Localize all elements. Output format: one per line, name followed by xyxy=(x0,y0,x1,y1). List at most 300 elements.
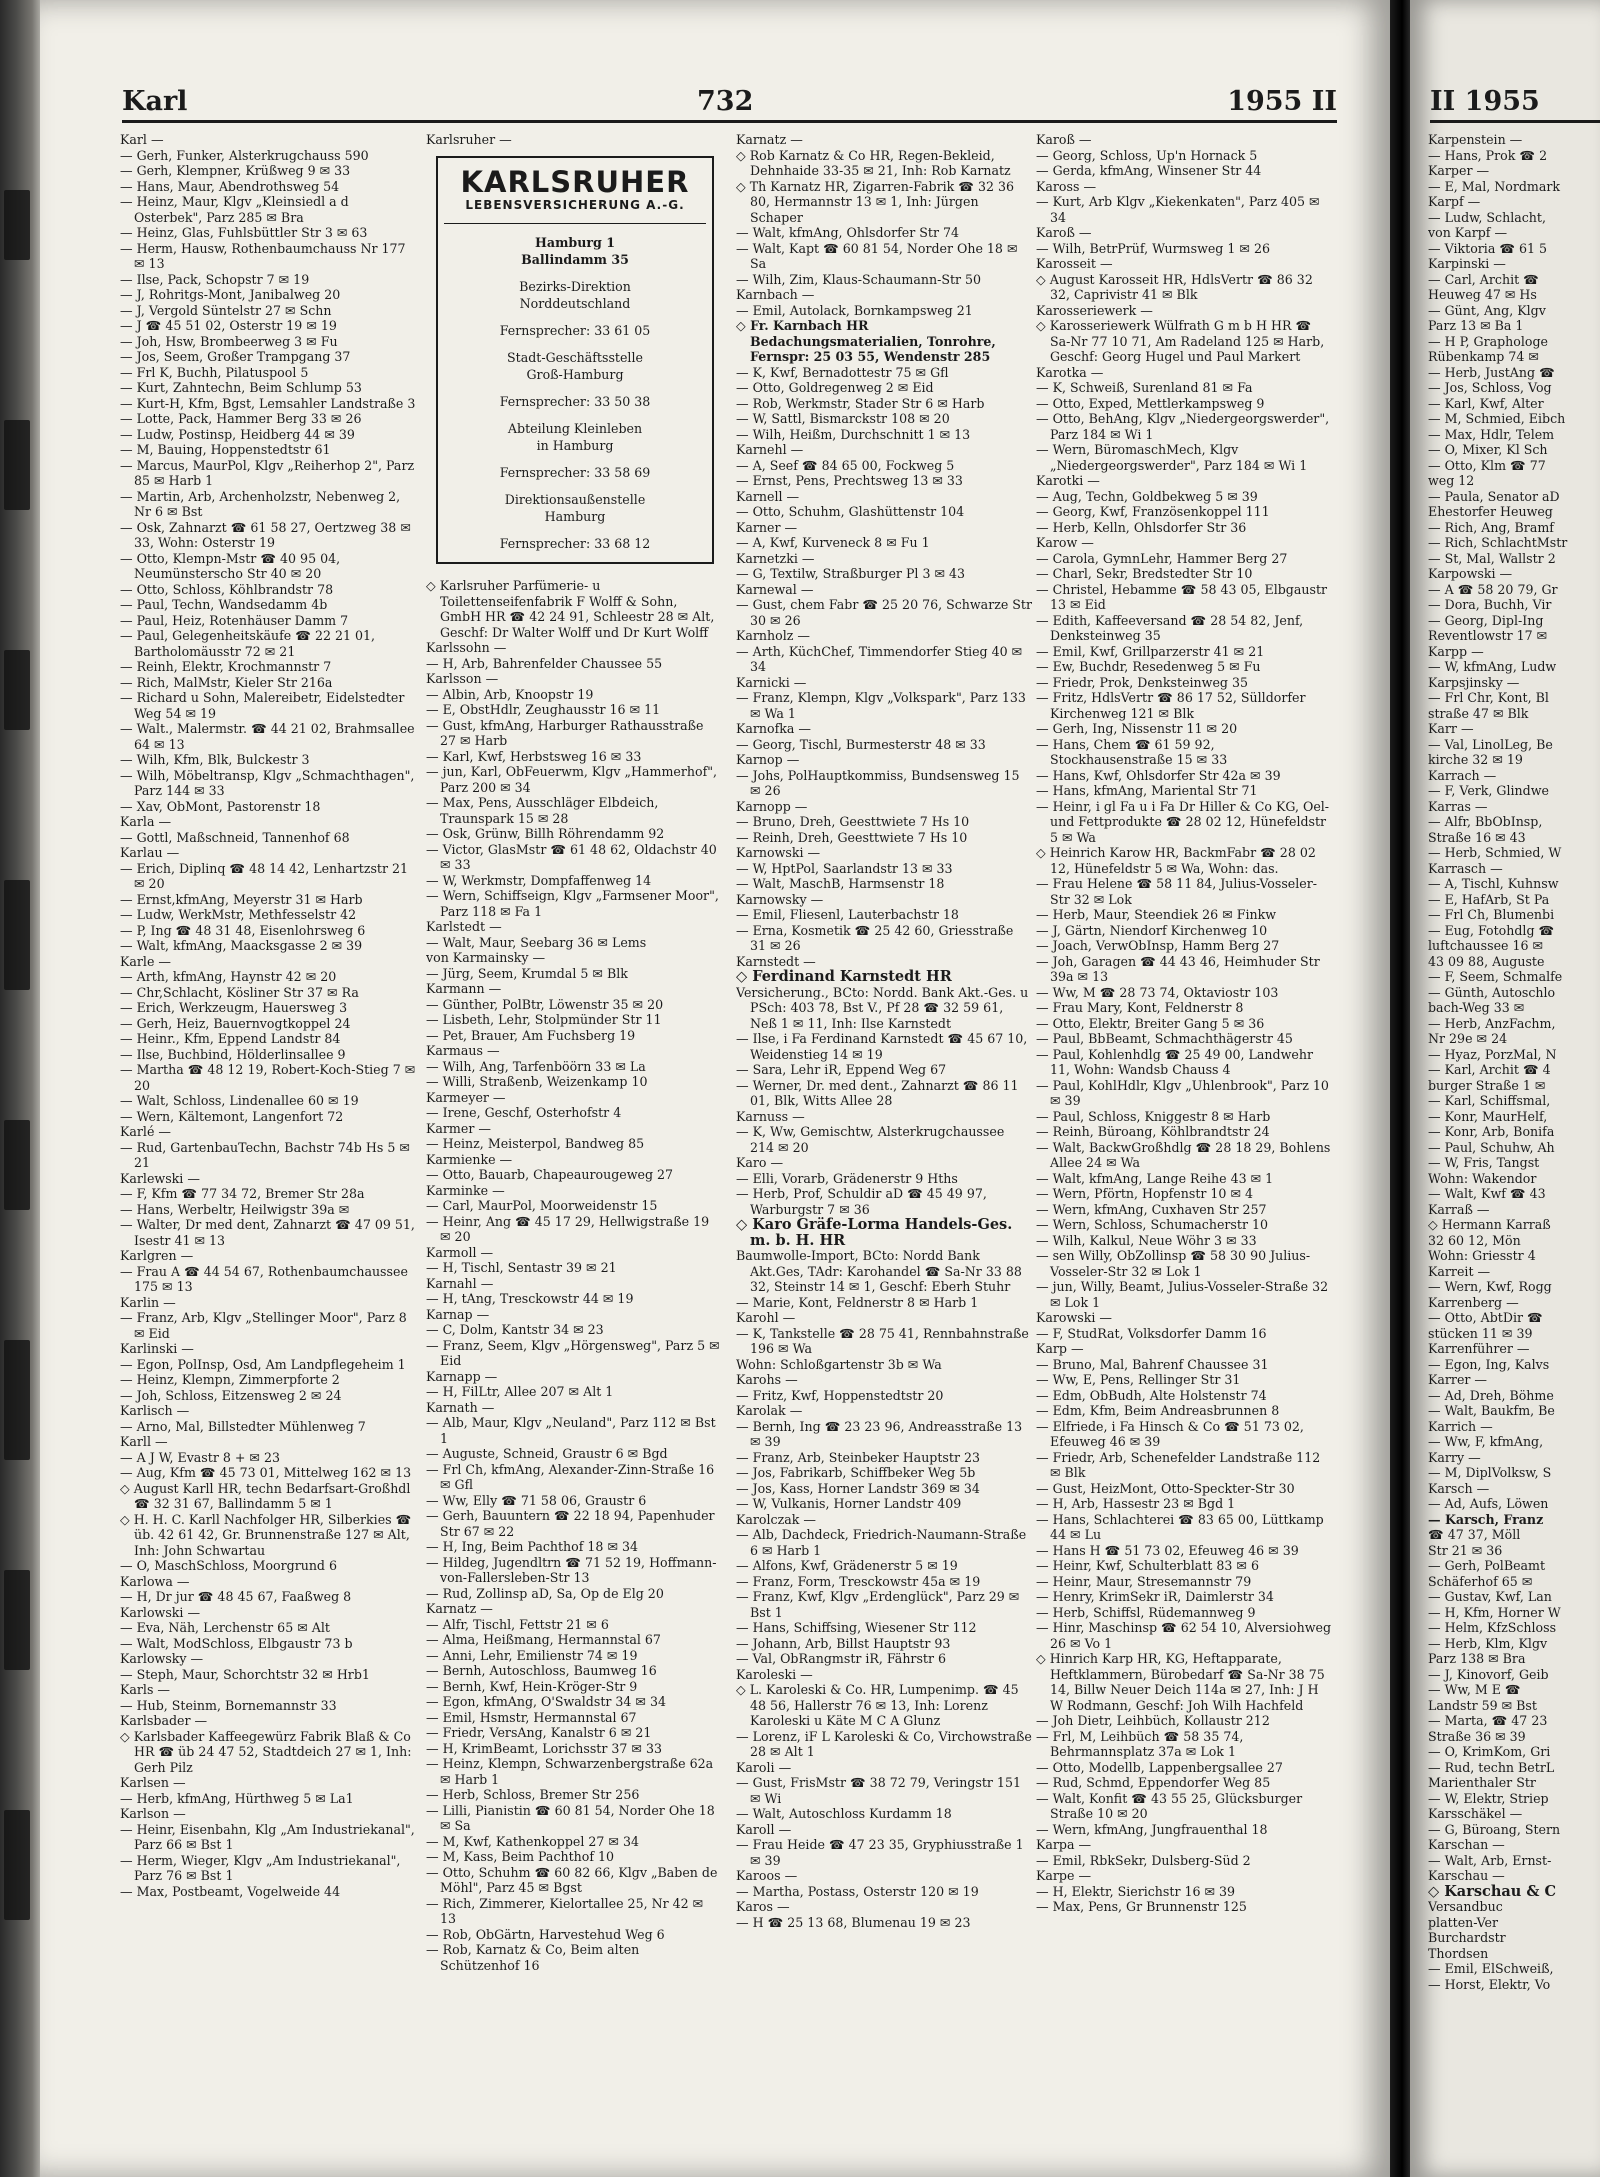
list-item: — Bruno, Dreh, Geesttwiete 7 Hs 10 xyxy=(736,814,970,829)
list-item: — Edm, ObBudh, Alte Holstenstr 74 xyxy=(1036,1387,1267,1403)
list-item: — Reinh, Dreh, Geesttwiete 7 Hs 10 xyxy=(736,829,968,845)
list-item: — Paula, Senator aD xyxy=(1428,488,1560,504)
ad-spacer xyxy=(444,410,706,420)
list-item: — Franz, Klempn, Klgv „Volkspark", Parz 133 ✉ Wa 1 xyxy=(736,690,1026,721)
list-item: — Herb, Prof, Schuldir aD ☎ 45 49 97, Warburgstr 7 ✉ 36 xyxy=(736,1186,987,1217)
list-item: ◇ Hinrich Karp HR, KG, Heftapparate, Heftklammern, Bürobedarf ☎ Sa-Nr 38 75 14, Billw Neuer Deich 114a ✉ 27, Inh: J H W Rodmann, Geschf: Joh Wilh Hachfeld xyxy=(1036,1651,1325,1713)
list-item: — Pet, Brauer, Am Fuchsberg 19 xyxy=(426,1027,636,1043)
list-item: — Paul, Heiz, Rotenhäuser Damm 7 xyxy=(120,612,349,628)
list-item: Karnowsky — xyxy=(736,891,824,907)
list-item: — Wern, kfmAng, Jungfrauenthal 18 xyxy=(1036,1821,1268,1837)
ad-line: Ballindamm 35 xyxy=(521,252,629,267)
next-page-edge xyxy=(1410,0,1600,2177)
list-item: — Gust, FrisMstr ☎ 38 72 79, Veringstr 151 ✉ Wi xyxy=(736,1775,1021,1806)
list-item: Karnewal — xyxy=(736,581,814,597)
list-item: — Walt, Arb, Ernst- xyxy=(1428,1852,1552,1868)
list-item: ◇ Rob Karnatz & Co HR, Regen-Bekleid, Dehnhaide 33-35 ✉ 21, Inh: Rob Karnatz xyxy=(736,147,1011,178)
list-item: Karpsjinsky — xyxy=(1428,674,1520,690)
list-item: Karohs — xyxy=(736,1372,798,1387)
page-header xyxy=(122,82,1337,123)
list-item: — Heinr, Kwf, Schulterblatt 83 ✉ 6 xyxy=(1036,1558,1260,1573)
list-item: — Lotte, Pack, Hammer Berg 33 ✉ 26 xyxy=(120,411,362,426)
list-item: — W, HptPol, Saarlandstr 13 ✉ 33 xyxy=(736,860,953,876)
list-item: — Sara, Lehr iR, Eppend Weg 67 xyxy=(736,1062,947,1077)
list-item: — Bernh, Kwf, Hein-Kröger-Str 9 xyxy=(426,1678,638,1694)
list-item: Karry — xyxy=(1428,1449,1481,1465)
list-item: ◇ L. Karoleski & Co. HR, Lumpenimp. ☎ 45 48 56, Hallerstr 76 ✉ 13, Inh: Lorenz Karoleski u Käte M C A Glunz xyxy=(736,1682,1019,1728)
list-item: — J, Rohritgs-Mont, Janibalweg 20 xyxy=(120,287,341,302)
list-item: — Paul, BbBeamt, Schmachthägerstr 45 xyxy=(1036,1031,1293,1046)
list-item: — Paul, Techn, Wandsedamm 4b xyxy=(120,597,328,612)
list-item: — Irene, Geschf, Osterhofstr 4 xyxy=(426,1105,622,1120)
list-item: — Albin, Arb, Knoopstr 19 xyxy=(426,686,594,702)
list-item: stücken 11 ✉ 39 xyxy=(1428,1325,1533,1341)
list-item: — Carl, Archit ☎ xyxy=(1428,271,1539,287)
list-item: — Ww, M ☎ 28 73 74, Oktaviostr 103 xyxy=(1036,984,1279,1000)
list-item: — Günt, Ang, Klgv xyxy=(1428,302,1546,318)
list-item: Karnatz — xyxy=(426,1601,493,1616)
list-item: — K, Kwf, Bernadottestr 75 ✉ Gfl xyxy=(736,364,949,380)
list-item: Karrer — xyxy=(1428,1372,1488,1387)
list-item: Karlowsky — xyxy=(120,1651,204,1666)
list-item: — Frl, M, Leihbüch ☎ 58 35 74, Behrmannsplatz 37a ✉ Lok 1 xyxy=(1036,1728,1244,1759)
list-item: — Emil, Fliesenl, Lauterbachstr 18 xyxy=(736,907,959,922)
list-item: — Walt, kfmAng, Lange Reihe 43 ✉ 1 xyxy=(1036,1170,1274,1186)
list-item: — Günth, Autoschlo xyxy=(1428,984,1556,1000)
list-item: — Wilh, Zim, Klaus-Schaumann-Str 50 xyxy=(736,271,982,287)
list-item: — Otto, AbtDir ☎ xyxy=(1428,1310,1543,1325)
list-item: — Alfons, Kwf, Grädenerstr 5 ✉ 19 xyxy=(736,1558,958,1573)
list-item: — E, HafArb, St Pa xyxy=(1428,891,1550,907)
list-item: — Georg, Kwf, Französenkoppel 111 xyxy=(1036,504,1270,519)
list-item: — Wern, Schiffseign, Klgv „Farmsener Moor", Parz 118 ✉ Fa 1 xyxy=(426,888,719,919)
list-item: — Frau Heide ☎ 47 23 35, Gryphiusstraße 1 ✉ 39 xyxy=(736,1837,1024,1868)
list-item: Karpowski — xyxy=(1428,566,1513,581)
list-item: Karrenführer — xyxy=(1428,1341,1530,1356)
list-item: Karnell — xyxy=(736,488,800,504)
list-item: — Dora, Buchh, Vir xyxy=(1428,597,1552,612)
list-item: — Gerda, kfmAng, Winsener Str 44 xyxy=(1036,163,1262,178)
list-item: — Christel, Hebamme ☎ 58 43 05, Elbgaustr 13 ✉ Eid xyxy=(1036,581,1328,612)
list-item: — Herb, kfmAng, Hürthweg 5 ✉ La1 xyxy=(120,1790,354,1806)
list-item: — Reinh, Büroang, Köhlbrandtstr 24 xyxy=(1036,1124,1270,1139)
list-item: Karmeyer — xyxy=(426,1089,506,1105)
list-item: Str 21 ✉ 36 xyxy=(1428,1542,1503,1558)
list-item: Karow — xyxy=(1036,535,1094,550)
list-item: Karnetzki — xyxy=(736,550,815,566)
list-item: — Kurt-H, Kfm, Bgst, Lemsahler Landstraße 3 xyxy=(120,395,416,411)
list-item: — Lilli, Pianistin ☎ 60 81 54, Norder Ohe 18 ✉ Sa xyxy=(426,1802,715,1833)
list-item: Karnehl — xyxy=(736,442,804,457)
list-item: — Joh Dietr, Leihbüch, Kollaustr 212 xyxy=(1036,1713,1270,1728)
list-item: — J, Kinovorf, Geib xyxy=(1428,1666,1549,1682)
list-item: — Bernh, Ing ☎ 23 23 96, Andreasstraße 13 ✉ 39 xyxy=(736,1418,1023,1449)
list-item: — Karsch, Franz xyxy=(1428,1511,1544,1527)
list-item: — Walt, Schloss, Lindenallee 60 ✉ 19 xyxy=(120,1093,359,1108)
list-item: — Alfr, BbObInsp, xyxy=(1428,814,1543,829)
list-item: — Franz, Seem, Klgv „Hörgensweg", Parz 5 ✉ Eid xyxy=(426,1337,720,1368)
list-item: — Herb, Schiffsl, Rüdemannweg 9 xyxy=(1036,1604,1256,1620)
list-item: Karper — xyxy=(1428,163,1490,178)
list-item: — Martha, Postass, Osterstr 120 ✉ 19 xyxy=(736,1883,979,1899)
list-item: Karp — xyxy=(1036,1341,1084,1356)
list-item: — W, Elektr, Striep xyxy=(1428,1790,1549,1806)
list-item: — M, Schmied, Eibch xyxy=(1428,411,1566,426)
list-item: — Hans, Maur, Abendrothsweg 54 xyxy=(120,178,340,194)
list-item: — Gust, HeizMont, Otto-Speckter-Str 30 xyxy=(1036,1480,1295,1496)
list-item: — Walt, Autoschloss Kurdamm 18 xyxy=(736,1806,952,1821)
ad-spacer xyxy=(444,339,706,349)
list-item: Wohn: Griesstr 4 xyxy=(1428,1248,1536,1263)
list-item: Karnicki — xyxy=(736,674,807,690)
list-item: — Wern, BüromaschMech, Klgv „Niedergeorgswerder", Parz 184 ✉ Wi 1 xyxy=(1036,442,1308,473)
list-item: Nr 29e ✉ 24 xyxy=(1428,1031,1508,1046)
binding-mark xyxy=(4,880,30,990)
list-item: — Fritz, HdlsVertr ☎ 86 17 52, Sülldorfer Kirchenweg 121 ✉ Blk xyxy=(1036,690,1306,721)
list-item: — Rich, Ang, Bramf xyxy=(1428,519,1554,535)
list-item: — K, Schweiß, Surenland 81 ✉ Fa xyxy=(1036,380,1253,395)
list-item: — Alma, Heißmang, Hermannstal 67 xyxy=(426,1632,661,1647)
list-item: ◇ Karosseriewerk Wülfrath G m b H HR ☎ Sa-Nr 77 10 71, Am Radeland 125 ✉ Harb, Geschf: Georg Hugel und Paul Markert xyxy=(1036,318,1325,364)
list-item: — Ludw, WerkMstr, Methfesselstr 42 xyxy=(120,907,357,922)
list-item: — F, Kfm ☎ 77 34 72, Bremer Str 28a xyxy=(120,1186,365,1201)
list-item: — Aug, Kfm ☎ 45 73 01, Mittelweg 162 ✉ 13 xyxy=(120,1465,412,1480)
list-item: — Egon, kfmAng, O'Swaldstr 34 ✉ 34 xyxy=(426,1694,667,1709)
list-item: — Lisbeth, Lehr, Stolpmünder Str 11 xyxy=(426,1012,662,1027)
ad-spacer xyxy=(444,454,706,464)
list-item: Karnstedt — xyxy=(736,953,816,969)
ad-line: Fernsprecher: 33 61 05 xyxy=(499,323,651,338)
book-gutter xyxy=(1390,0,1410,2177)
list-item: — Max, Pens, Ausschläger Elbdeich, Traunspark 15 ✉ 28 xyxy=(426,795,659,826)
list-item: — Herb, Schloss, Bremer Str 256 xyxy=(426,1787,640,1802)
list-item: — Frl Chr, Kont, Bl xyxy=(1428,690,1549,705)
list-item: — Rud, Schmd, Eppendorfer Weg 85 xyxy=(1036,1775,1271,1790)
list-item: — Rud, techn BetrL xyxy=(1428,1759,1555,1775)
list-item: — Herb, AnzFachm, xyxy=(1428,1015,1556,1031)
list-item: — M, Bauing, Hoppenstedtstr 61 xyxy=(120,442,331,457)
list-item: — Alb, Dachdeck, Friedrich-Naumann-Straße 6 ✉ Harb 1 xyxy=(736,1527,1027,1558)
ad-line: Fernsprecher: 33 68 12 xyxy=(499,536,651,551)
list-item: — Max, Hdlr, Telem xyxy=(1428,426,1555,442)
list-item: — jun, Willy, Beamt, Julius-Vosseler-Straße 32 ✉ Lok 1 xyxy=(1036,1279,1329,1310)
list-item: — Georg, Tischl, Burmesterstr 48 ✉ 33 xyxy=(736,736,986,752)
list-item: Heuweg 47 ✉ Hs xyxy=(1428,287,1537,302)
list-item: — Joach, VerwObInsp, Hamm Berg 27 xyxy=(1036,938,1280,953)
list-item: — W, Vulkanis, Horner Landstr 409 xyxy=(736,1496,962,1511)
list-item: — Elli, Vorarb, Grädenerstr 9 Hths xyxy=(736,1170,958,1186)
list-item: — Ad, Aufs, Löwen xyxy=(1428,1496,1549,1511)
list-item: — Reinh, Elektr, Krochmannstr 7 xyxy=(120,659,332,674)
binding-mark xyxy=(4,1120,30,1210)
list-item: — Jos, Schloss, Vog xyxy=(1428,380,1552,395)
list-item: — Herb, Schmied, W xyxy=(1428,845,1562,860)
list-item: — Otto, Klm ☎ 77 xyxy=(1428,457,1546,473)
list-item: Karohl — xyxy=(736,1310,796,1325)
list-item: — Hans, Kwf, Ohlsdorfer Str 42a ✉ 39 xyxy=(1036,767,1281,783)
list-item: — Emil, Kwf, Grillparzerstr 41 ✉ 21 xyxy=(1036,643,1265,659)
list-item: — Walter, Dr med dent, Zahnarzt ☎ 47 09 51, Isestr 41 ✉ 13 xyxy=(120,1217,415,1248)
list-item: ◇ Karlsruher Parfümerie- u Toilettenseifenfabrik F Wolff & Sohn, GmbH HR ☎ 42 24 91, Schleestr 28 ✉ Alt, Geschf: Dr Walter Wolff und Dr Kurt Wolff xyxy=(426,578,715,640)
list-item: Karotka — xyxy=(1036,364,1104,380)
list-item: — Gerh, Bauuntern ☎ 22 18 94, Papenhuder Str 67 ✉ 22 xyxy=(426,1508,715,1539)
ad-line: Hamburg 1 xyxy=(535,235,615,250)
list-item: — O, MaschSchloss, Moorgrund 6 xyxy=(120,1558,338,1573)
list-item: — H, Elektr, Sierichstr 16 ✉ 39 xyxy=(1036,1883,1236,1899)
list-item: — Heinr, Eisenbahn, Klg „Am Industriekanal", Parz 66 ✉ Bst 1 xyxy=(120,1821,415,1852)
list-item: ◇ Karschau & C xyxy=(1428,1882,1557,1900)
list-item: — Heinz, Klempn, Schwarzenbergstraße 62a ✉ Harb 1 xyxy=(426,1756,714,1787)
list-item: — Otto, BehAng, Klgv „Niedergeorgswerder", Parz 184 ✉ Wi 1 xyxy=(1036,411,1330,442)
list-item: platten-Ver xyxy=(1428,1914,1499,1930)
list-item: — Herb, Maur, Steendiek 26 ✉ Finkw xyxy=(1036,907,1277,922)
binding-mark xyxy=(4,420,30,510)
list-item: — Gerh, Klempner, Krüßweg 9 ✉ 33 xyxy=(120,163,351,178)
list-item: — Herb, Kelln, Ohlsdorfer Str 36 xyxy=(1036,519,1247,535)
list-item: — Alfr, Tischl, Fettstr 21 ✉ 6 xyxy=(426,1616,609,1632)
list-item: ◇ Karo Gräfe-Lorma Handels-Ges. m. b. H. HR xyxy=(736,1216,1013,1249)
list-item: — Rob, ObGärtn, Harvestehud Weg 6 xyxy=(426,1926,665,1942)
list-item: Karosseriewerk — xyxy=(1036,302,1153,318)
list-item: bach-Weg 33 ✉ xyxy=(1428,1000,1525,1015)
list-item: Karlson — xyxy=(120,1806,186,1821)
list-item: — Wilh, Heißm, Durchschnitt 1 ✉ 13 xyxy=(736,426,971,442)
list-item: — Ww, Elly ☎ 71 58 06, Graustr 6 xyxy=(426,1492,647,1508)
list-item: Reventlowstr 17 ✉ xyxy=(1428,628,1548,643)
list-item: — Arth, KüchChef, Timmendorfer Stieg 40 ✉ 34 xyxy=(736,643,1023,674)
list-item: — Gustav, Kwf, Lan xyxy=(1428,1589,1552,1604)
list-item: Karrasch — xyxy=(1428,860,1503,876)
list-item: ◇ Ferdinand Karnstedt HR xyxy=(736,968,952,985)
list-item: — W, Sattl, Bismarckstr 108 ✉ 20 xyxy=(736,411,950,426)
list-item: — K, Ww, Gemischtw, Alsterkrugchaussee 214 ✉ 20 xyxy=(736,1124,1005,1155)
list-item: — H, Arb, Bahrenfelder Chaussee 55 xyxy=(426,655,663,671)
list-item: Karoll — xyxy=(736,1821,792,1837)
list-item: — Bernh, Autoschloss, Baumweg 16 xyxy=(426,1663,657,1678)
list-item: — Egon, Ing, Kalvs xyxy=(1428,1356,1550,1372)
list-item: — H, KrimBeamt, Lorichsstr 37 ✉ 33 xyxy=(426,1740,662,1756)
list-item: — Edith, Kaffeeversand ☎ 28 54 82, Jenf, Denksteinweg 35 xyxy=(1036,612,1304,643)
list-item: — Hans, Prok ☎ 2 xyxy=(1428,147,1548,163)
list-item: Karls — xyxy=(120,1682,171,1697)
ad-line: Fernsprecher: 33 58 69 xyxy=(499,465,651,480)
list-item: — Konr, MaurHelf, xyxy=(1428,1108,1548,1124)
list-item: — Georg, Schloss, Up'n Hornack 5 xyxy=(1036,147,1258,163)
ad-title: KARLSRUHER xyxy=(460,164,690,199)
list-item: Karmoll — xyxy=(426,1244,494,1260)
list-item: Karolak — xyxy=(736,1403,803,1418)
binding-mark xyxy=(4,1570,30,1670)
list-item: — Herb, Klm, Klgv xyxy=(1428,1635,1548,1651)
list-item: — Ad, Dreh, Böhme xyxy=(1428,1387,1554,1403)
list-item: — Hans H ☎ 51 73 02, Efeuweg 46 ✉ 39 xyxy=(1036,1542,1299,1558)
list-item: — Hildeg, Jugendltrn ☎ 71 52 19, Hoffmann-von-Fallersleben-Str 13 xyxy=(426,1554,717,1585)
list-item: — Hans, Schiffsing, Wiesener Str 112 xyxy=(736,1620,977,1635)
list-item: — Frl Ch, kfmAng, Alexander-Zinn-Straße 16 ✉ Gfl xyxy=(426,1461,715,1492)
list-item: — Jos, Kass, Horner Landstr 369 ✉ 34 xyxy=(736,1480,980,1496)
next-page-year-volume: II 1955 xyxy=(1430,86,1540,117)
list-item: — Otto, Bauarb, Chapeaurougeweg 27 xyxy=(426,1167,674,1182)
list-item: — Rich, Zimmerer, Kielortallee 25, Nr 42 ✉ 13 xyxy=(426,1895,704,1926)
list-item: — Otto, Schuhm ☎ 60 82 66, Klgv „Baben de Möhl", Parz 45 ✉ Bgst xyxy=(426,1864,718,1895)
list-item: — Franz, Arb, Steinbeker Hauptstr 23 xyxy=(736,1449,980,1465)
ad-line: Fernsprecher: 33 50 38 xyxy=(499,394,651,409)
list-item: — J ☎ 45 51 02, Osterstr 19 ✉ 19 xyxy=(120,318,337,333)
list-item: — H ☎ 25 13 68, Blumenau 19 ✉ 23 xyxy=(736,1914,971,1930)
list-item: — Heinr., Kfm, Eppend Landstr 84 xyxy=(120,1031,341,1046)
list-item: — Heinz, Meisterpol, Bandweg 85 xyxy=(426,1136,645,1151)
list-item: — Wilh, Möbeltransp, Klgv „Schmachthagen", Parz 144 ✉ 33 xyxy=(120,767,415,798)
list-item: Burchardstr xyxy=(1428,1930,1506,1945)
list-item: Karnatz — xyxy=(736,132,803,147)
list-item: Schäferhof 65 ✉ xyxy=(1428,1573,1533,1589)
list-item: — Eug, Fotohdlg ☎ xyxy=(1428,922,1555,938)
list-item: von Karpf — xyxy=(1428,225,1508,240)
list-item: ◇ Fr. Karnbach HR Bedachungsmaterialien, Tonrohre, Fernspr: 25 03 55, Wendenstr 285 xyxy=(736,318,996,364)
list-item: Karoli — xyxy=(736,1759,792,1775)
list-item: — Wilh, BetrPrüf, Wurmsweg 1 ✉ 26 xyxy=(1036,240,1270,256)
list-item: — Wern, kfmAng, Cuxhaven Str 257 xyxy=(1036,1201,1267,1217)
list-item: — F, Seem, Schmalfe xyxy=(1428,969,1563,984)
list-item: — Walt, Kwf ☎ 43 xyxy=(1428,1186,1546,1201)
list-item: Karnopp — xyxy=(736,798,808,814)
list-item: — Hans, Schlachterei ☎ 83 65 00, Lüttkamp 44 ✉ Lu xyxy=(1036,1511,1324,1542)
binding-mark xyxy=(4,190,30,260)
list-item: — A J W, Evastr 8 + ✉ 23 xyxy=(120,1449,281,1465)
list-item: — Erich, Werkzeugm, Hauersweg 3 xyxy=(120,1000,348,1015)
list-item: — Horst, Elektr, Vo xyxy=(1428,1976,1551,1992)
list-item: — Wilh, Ang, Tarfenböörn 33 ✉ La xyxy=(426,1058,646,1074)
list-item: — Heinr, i gl Fa u i Fa Dr Hiller & Co KG, Oel- und Fettprodukte ☎ 28 02 12, Hünefeldstr 5 ✉ Wa xyxy=(1036,798,1330,845)
list-item: ◇ Hermann Karraß xyxy=(1428,1217,1551,1232)
list-item: — Erna, Kosmetik ☎ 25 42 60, Griesstraße 31 ✉ 26 xyxy=(736,922,1014,953)
list-item: Karrach — xyxy=(1428,767,1497,783)
list-item: — Wern, Pförtn, Hopfenstr 10 ✉ 4 xyxy=(1036,1186,1254,1201)
list-item: — G, Textilw, Straßburger Pl 3 ✉ 43 xyxy=(736,566,966,581)
list-item: — Gottl, Maßschneid, Tannenhof 68 xyxy=(120,829,350,845)
list-item: — A, Tischl, Kuhnsw xyxy=(1428,876,1559,891)
list-item: Karlgren — xyxy=(120,1248,194,1263)
list-item: Karlsruher — xyxy=(426,132,512,147)
list-item: — Walt, Konfit ☎ 43 55 25, Glücksburger Straße 10 ✉ 20 xyxy=(1036,1790,1303,1821)
list-item: Karnap — xyxy=(426,1306,490,1322)
list-item: — A ☎ 58 20 79, Gr xyxy=(1428,581,1558,597)
list-item: Karos — xyxy=(736,1899,790,1914)
list-item: Karsch — xyxy=(1428,1480,1490,1496)
list-item: — Ludw, Postinsp, Heidberg 44 ✉ 39 xyxy=(120,426,355,442)
list-item: ◇ H. H. C. Karll Nachfolger HR, Silberkies ☎ üb. 42 61 42, Gr. Brunnenstraße 127 ✉ Alt, Inh: John Schwartau xyxy=(120,1511,412,1558)
list-item: — Johann, Arb, Billst Hauptstr 93 xyxy=(736,1635,951,1651)
list-item: — Carola, GymnLehr, Hammer Berg 27 xyxy=(1036,550,1288,566)
list-item: Kaross — xyxy=(1036,178,1097,194)
column-2 xyxy=(426,132,722,2162)
list-item: — Herm, Wieger, Klgv „Am Industriekanal", Parz 76 ✉ Bst 1 xyxy=(120,1852,401,1883)
list-item: — Paul, Kohlenhdlg ☎ 25 49 00, Landwehr 11, Wohn: Wandsb Chauss 4 xyxy=(1036,1046,1313,1077)
list-item: — Edm, Kfm, Beim Andreasbrunnen 8 xyxy=(1036,1403,1280,1418)
list-item: Karlinski — xyxy=(120,1341,194,1356)
list-item: Versandbuc xyxy=(1428,1899,1503,1914)
list-item: Karpenstein — xyxy=(1428,132,1523,147)
binding-mark xyxy=(4,1810,30,1920)
list-item: — Rob, Werkmstr, Stader Str 6 ✉ Harb xyxy=(736,395,985,411)
ad-line: Groß-Hamburg xyxy=(526,367,624,382)
list-item: — Herm, Hausw, Rothenbaumchauss Nr 177 ✉ 13 xyxy=(120,240,406,271)
list-item: — Rud, Zollinsp aD, Sa, Op de Elg 20 xyxy=(426,1585,664,1601)
list-item: — Val, LinolLeg, Be xyxy=(1428,736,1553,752)
list-item: — Ernst, Pens, Prechtsweg 13 ✉ 33 xyxy=(736,473,963,488)
list-item: — Herb, JustAng ☎ xyxy=(1428,364,1555,380)
list-item: Karpf — xyxy=(1428,194,1481,209)
list-item: Karnholz — xyxy=(736,628,811,643)
list-item: Baumwolle-Import, BCto: Nordd Bank Akt.Ges, TAdr: Karohandel ☎ Sa-Nr 33 88 32, Steinstr 14 ✉ 1, Geschf: Eberh Stuhr xyxy=(736,1248,1022,1294)
list-item: — Georg, Dipl-Ing xyxy=(1428,612,1544,628)
list-item: ◇ Th Karnatz HR, Zigarren-Fabrik ☎ 32 36 80, Hermannstr 13 ✉ 1, Inh: Jürgen Schaper xyxy=(736,178,1015,225)
list-item: — Franz, Form, Tresckowstr 45a ✉ 19 xyxy=(736,1573,981,1589)
list-item: Karowski — xyxy=(1036,1310,1113,1325)
list-item: Karmer — xyxy=(426,1120,491,1136)
list-item: — Wern, Schloss, Schumacherstr 10 xyxy=(1036,1217,1268,1232)
list-item: — G, Büroang, Stern xyxy=(1428,1821,1561,1837)
list-item: — H, Arb, Hassestr 23 ✉ Bgd 1 xyxy=(1036,1496,1236,1511)
list-item: — Paul, Schloss, Kniggestr 8 ✉ Harb xyxy=(1036,1108,1271,1124)
ad-line: Bezirks-Direktion xyxy=(519,279,631,294)
list-item: — Walt, kfmAng, Ohlsdorfer Str 74 xyxy=(736,225,960,240)
list-item: Karlewski — xyxy=(120,1170,200,1186)
list-item: — Hub, Steinm, Bornemannstr 33 xyxy=(120,1697,337,1713)
list-item: Karnowski — xyxy=(736,845,821,860)
list-item: — Eva, Näh, Lerchenstr 65 ✉ Alt xyxy=(120,1620,330,1635)
list-item: — Otto, Schuhm, Glashüttenstr 104 xyxy=(736,504,965,519)
list-item: — Karl, Kwf, Herbstsweg 16 ✉ 33 xyxy=(426,748,642,764)
list-item: — Wilh, Kalkul, Neue Wöhr 3 ✉ 33 xyxy=(1036,1232,1257,1248)
list-item: — M, DiplVolksw, S xyxy=(1428,1465,1552,1480)
ad-line: Direktionsaußenstelle xyxy=(504,492,646,507)
list-item: — W, kfmAng, Ludw xyxy=(1428,659,1557,674)
list-item: — Osk, Grünw, Billh Röhrendamm 92 xyxy=(426,826,665,841)
list-item: — Heinz, Maur, Klgv „Kleinsiedl a d Osterbek", Parz 285 ✉ Bra xyxy=(120,194,349,225)
list-item: — Otto, Schloss, Köhlbrandstr 78 xyxy=(120,581,334,597)
list-item: Karpa — xyxy=(1036,1837,1092,1852)
list-item: — Egon, PolInsp, Osd, Am Landpflegeheim 1 xyxy=(120,1356,406,1372)
list-item: — Hinr, Maschinsp ☎ 62 54 10, Alversiohweg 26 ✉ Vo 1 xyxy=(1036,1620,1332,1651)
list-item: — Konr, Arb, Bonifa xyxy=(1428,1124,1555,1139)
list-item: Karoß — xyxy=(1036,225,1092,240)
list-item: Karlisch — xyxy=(120,1403,190,1418)
list-item: — F, Verk, Glindwe xyxy=(1428,783,1549,798)
list-item: — Walt, Maur, Seebarg 36 ✉ Lems xyxy=(426,934,647,950)
list-item: — Otto, Elektr, Breiter Gang 5 ✉ 36 xyxy=(1036,1015,1265,1031)
ad-spacer xyxy=(444,383,706,393)
list-item: — P, Ing ☎ 48 31 48, Eisenlohrsweg 6 xyxy=(120,922,366,938)
list-item: — Martin, Arb, Archenholzstr, Nebenweg 2, Nr 6 ✉ Bst xyxy=(120,488,401,519)
list-item: — Steph, Maur, Schorchtstr 32 ✉ Hrb1 xyxy=(120,1666,370,1682)
list-item: — M, Kass, Beim Pachthof 10 xyxy=(426,1849,615,1864)
list-item: — Karl, Archit ☎ 4 xyxy=(1428,1062,1551,1077)
list-item: — Erich, Diplinq ☎ 48 14 42, Lenhartzstr 21 ✉ 20 xyxy=(120,860,409,891)
header-year-volume: 1955 II xyxy=(1227,86,1337,117)
list-item: — H, Tischl, Sentastr 39 ✉ 21 xyxy=(426,1260,617,1275)
list-item: — Max, Postbeamt, Vogelweide 44 xyxy=(120,1883,341,1899)
list-item: — Wern, Kältemont, Langenfort 72 xyxy=(120,1108,344,1124)
list-item: — Friedr, Arb, Schenefelder Landstraße 112 ✉ Blk xyxy=(1036,1449,1321,1480)
list-item: Karpp — xyxy=(1428,643,1484,659)
list-item: Landstr 59 ✉ Bst xyxy=(1428,1697,1537,1713)
list-item: — Henry, KrimSekr iR, Daimlerstr 34 xyxy=(1036,1589,1274,1604)
list-item: Karlau — xyxy=(120,845,180,860)
list-item: — Val, ObRangmstr iR, Fährstr 6 xyxy=(736,1651,947,1666)
list-item: — Gerh, Funker, Alsterkrugchauss 590 xyxy=(120,147,369,163)
list-item: Wohn: Schloßgartenstr 3b ✉ Wa xyxy=(736,1356,942,1372)
